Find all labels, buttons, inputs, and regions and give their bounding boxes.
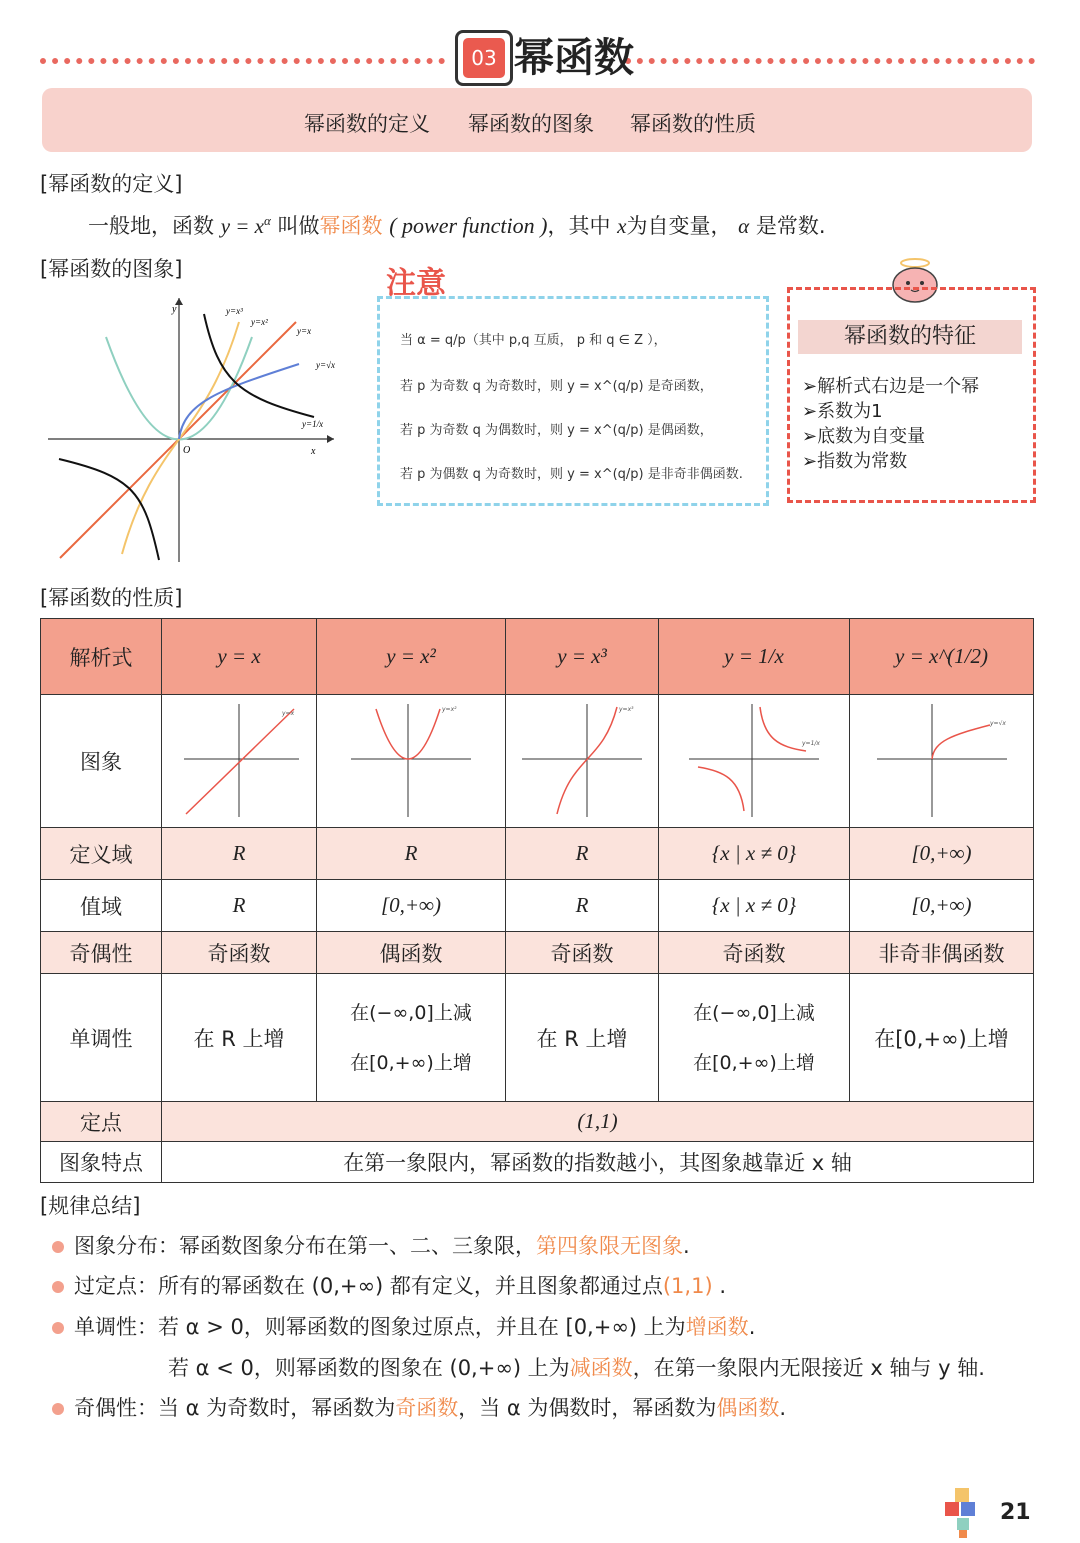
header-divider-left bbox=[40, 58, 445, 64]
col-header: y = x² bbox=[317, 619, 506, 695]
table-row bbox=[41, 695, 1034, 828]
svg-text:y=√x: y=√x bbox=[989, 719, 1006, 727]
label-x1: y=x bbox=[297, 326, 312, 336]
definition-heading: [幂函数的定义] bbox=[40, 172, 183, 196]
table-cell: 在[0,+∞)上增 bbox=[850, 974, 1034, 1102]
table-cell: R bbox=[506, 828, 659, 880]
svg-text:y=x²: y=x² bbox=[442, 705, 457, 713]
svg-text:y=x: y=x bbox=[282, 709, 295, 717]
term-highlight: 幂函数 bbox=[319, 214, 383, 238]
bullet-icon bbox=[52, 1241, 64, 1253]
table-row bbox=[41, 619, 1034, 695]
logo-icon bbox=[945, 1488, 985, 1540]
mini-graph-x3 bbox=[517, 699, 647, 819]
table-cell: R bbox=[317, 828, 506, 880]
row-label: 单调性 bbox=[41, 974, 162, 1102]
feature-title: 幂函数的特征 bbox=[798, 320, 1022, 354]
table-cell: R bbox=[506, 880, 659, 932]
table-cell: 偶函数 bbox=[317, 932, 506, 974]
table-cell: 奇函数 bbox=[659, 932, 850, 974]
summary-line: 奇偶性：当 α 为奇数时，幂函数为奇函数，当 α 为偶数时，幂函数为偶函数. bbox=[52, 1392, 786, 1422]
table-row bbox=[41, 828, 1034, 880]
feature-list bbox=[802, 374, 979, 474]
table-cell: [0,+∞) bbox=[317, 880, 506, 932]
col-header: y = x³ bbox=[506, 619, 659, 695]
banner-item-definition: 幂函数的定义 bbox=[304, 112, 430, 136]
summary-line: 单调性：若 α > 0，则幂函数的图象过原点，并且在 [0,+∞) 上为增函数. bbox=[52, 1311, 755, 1341]
feature-item: ➢底数为自变量 bbox=[802, 426, 926, 447]
notice-title: 注意 bbox=[386, 266, 446, 301]
mini-graph-cell bbox=[659, 695, 850, 828]
chapter-number: 03 bbox=[463, 38, 505, 78]
table-cell: (1,1) bbox=[162, 1102, 1034, 1142]
table-cell: R bbox=[162, 828, 317, 880]
table-cell: {x | x ≠ 0} bbox=[659, 828, 850, 880]
feature-item: ➢指数为常数 bbox=[802, 451, 908, 472]
table-cell: {x | x ≠ 0} bbox=[659, 880, 850, 932]
y-axis-label: y bbox=[172, 304, 177, 315]
label-inv: y=1/x bbox=[302, 419, 324, 429]
x-axis-label: x bbox=[311, 446, 316, 457]
row-label: 值域 bbox=[41, 880, 162, 932]
table-cell: [0,+∞) bbox=[850, 880, 1034, 932]
mini-graph-inv bbox=[684, 699, 824, 819]
topic-banner bbox=[42, 88, 1032, 152]
table-cell: R bbox=[162, 880, 317, 932]
summary-heading: [规律总结] bbox=[40, 1194, 141, 1218]
table-cell: 在(−∞,0]上减 在[0,+∞)上增 bbox=[659, 974, 850, 1102]
banner-item-graph: 幂函数的图象 bbox=[468, 112, 594, 136]
bullet-icon bbox=[52, 1403, 64, 1415]
svg-text:y=1/x: y=1/x bbox=[802, 739, 820, 747]
chapter-title: 幂函数 bbox=[514, 34, 634, 81]
bullet-icon bbox=[52, 1322, 64, 1334]
notice-box bbox=[377, 296, 769, 506]
table-cell: 在 R 上增 bbox=[506, 974, 659, 1102]
summary-line: 图象分布：幂函数图象分布在第一、二、三象限，第四象限无图象. bbox=[52, 1230, 690, 1260]
mini-graph-cell bbox=[317, 695, 506, 828]
bullet-icon bbox=[52, 1281, 64, 1293]
table-row bbox=[41, 1142, 1034, 1183]
row-label: 图象特点 bbox=[41, 1142, 162, 1183]
mini-graph-cell bbox=[162, 695, 317, 828]
col-header: y = 1/x bbox=[659, 619, 850, 695]
mini-graph-x2 bbox=[346, 699, 476, 819]
table-cell: 非奇非偶函数 bbox=[850, 932, 1034, 974]
page-number: 21 bbox=[1000, 1500, 1031, 1525]
definition-text: 一般地，函数 $y = x^\alpha$ 叫做幂函数 ( power function )，其中 x为自变量， α 是常数. bbox=[88, 213, 826, 238]
label-x2: y=x² bbox=[251, 317, 268, 327]
notice-line-1: 当 α = q/p（其中 p,q 互质， p 和 q ∈ Z ）， bbox=[400, 333, 667, 348]
feature-box bbox=[787, 287, 1036, 503]
row-label: 图象 bbox=[41, 695, 162, 828]
label-x3: y=x³ bbox=[226, 306, 243, 316]
notice-line-4: 若 p 为偶数 q 为奇数时，则 y = x^(q/p) 是非奇非偶函数. bbox=[400, 467, 743, 482]
table-row bbox=[41, 974, 1034, 1102]
feature-item: ➢解析式右边是一个幂 bbox=[802, 376, 980, 397]
origin-label: O bbox=[183, 445, 191, 456]
mini-graph-cell bbox=[506, 695, 659, 828]
properties-table bbox=[40, 618, 1034, 1183]
notice-line-3: 若 p 为奇数 q 为偶数时，则 y = x^(q/p) 是偶函数， bbox=[400, 423, 713, 438]
svg-text:y=x³: y=x³ bbox=[619, 705, 634, 713]
mini-graph-cell bbox=[850, 695, 1034, 828]
properties-heading: [幂函数的性质] bbox=[40, 586, 183, 610]
graph-heading: [幂函数的图象] bbox=[40, 257, 183, 281]
banner-item-properties: 幂函数的性质 bbox=[630, 112, 756, 136]
row-label: 定点 bbox=[41, 1102, 162, 1142]
curve-y-sqrt bbox=[179, 364, 299, 439]
header-divider-right bbox=[625, 58, 1035, 64]
table-cell: 在第一象限内，幂函数的指数越小，其图象越靠近 x 轴 bbox=[162, 1142, 1034, 1183]
feature-item: ➢系数为1 bbox=[802, 401, 883, 422]
table-cell: 在(−∞,0]上减 在[0,+∞)上增 bbox=[317, 974, 506, 1102]
summary-line: 过定点：所有的幂函数在 (0,+∞) 都有定义，并且图象都通过点(1,1) . bbox=[52, 1270, 726, 1300]
label-sqrt: y=√x bbox=[316, 360, 336, 370]
table-cell: [0,+∞) bbox=[850, 828, 1034, 880]
table-cell: 在 R 上增 bbox=[162, 974, 317, 1102]
table-row bbox=[41, 932, 1034, 974]
table-row bbox=[41, 880, 1034, 932]
summary-line: 若 α < 0，则幂函数的图象在 (0,+∞) 上为减函数，在第一象限内无限接近 x 轴与 y 轴. bbox=[168, 1356, 985, 1380]
table-row bbox=[41, 1102, 1034, 1142]
table-cell: 奇函数 bbox=[506, 932, 659, 974]
row-label: 奇偶性 bbox=[41, 932, 162, 974]
col-header: y = x bbox=[162, 619, 317, 695]
notice-line-2: 若 p 为奇数 q 为奇数时，则 y = x^(q/p) 是奇函数， bbox=[400, 379, 713, 394]
mini-graph-x bbox=[174, 699, 304, 819]
col-header: y = x^(1/2) bbox=[850, 619, 1034, 695]
chapter-badge bbox=[455, 30, 513, 86]
mini-graph-sqrt bbox=[872, 699, 1012, 819]
table-cell: 奇函数 bbox=[162, 932, 317, 974]
curve-y-x3 bbox=[122, 322, 239, 554]
row-label: 解析式 bbox=[41, 619, 162, 695]
row-label: 定义域 bbox=[41, 828, 162, 880]
power-functions-graph bbox=[44, 292, 364, 567]
